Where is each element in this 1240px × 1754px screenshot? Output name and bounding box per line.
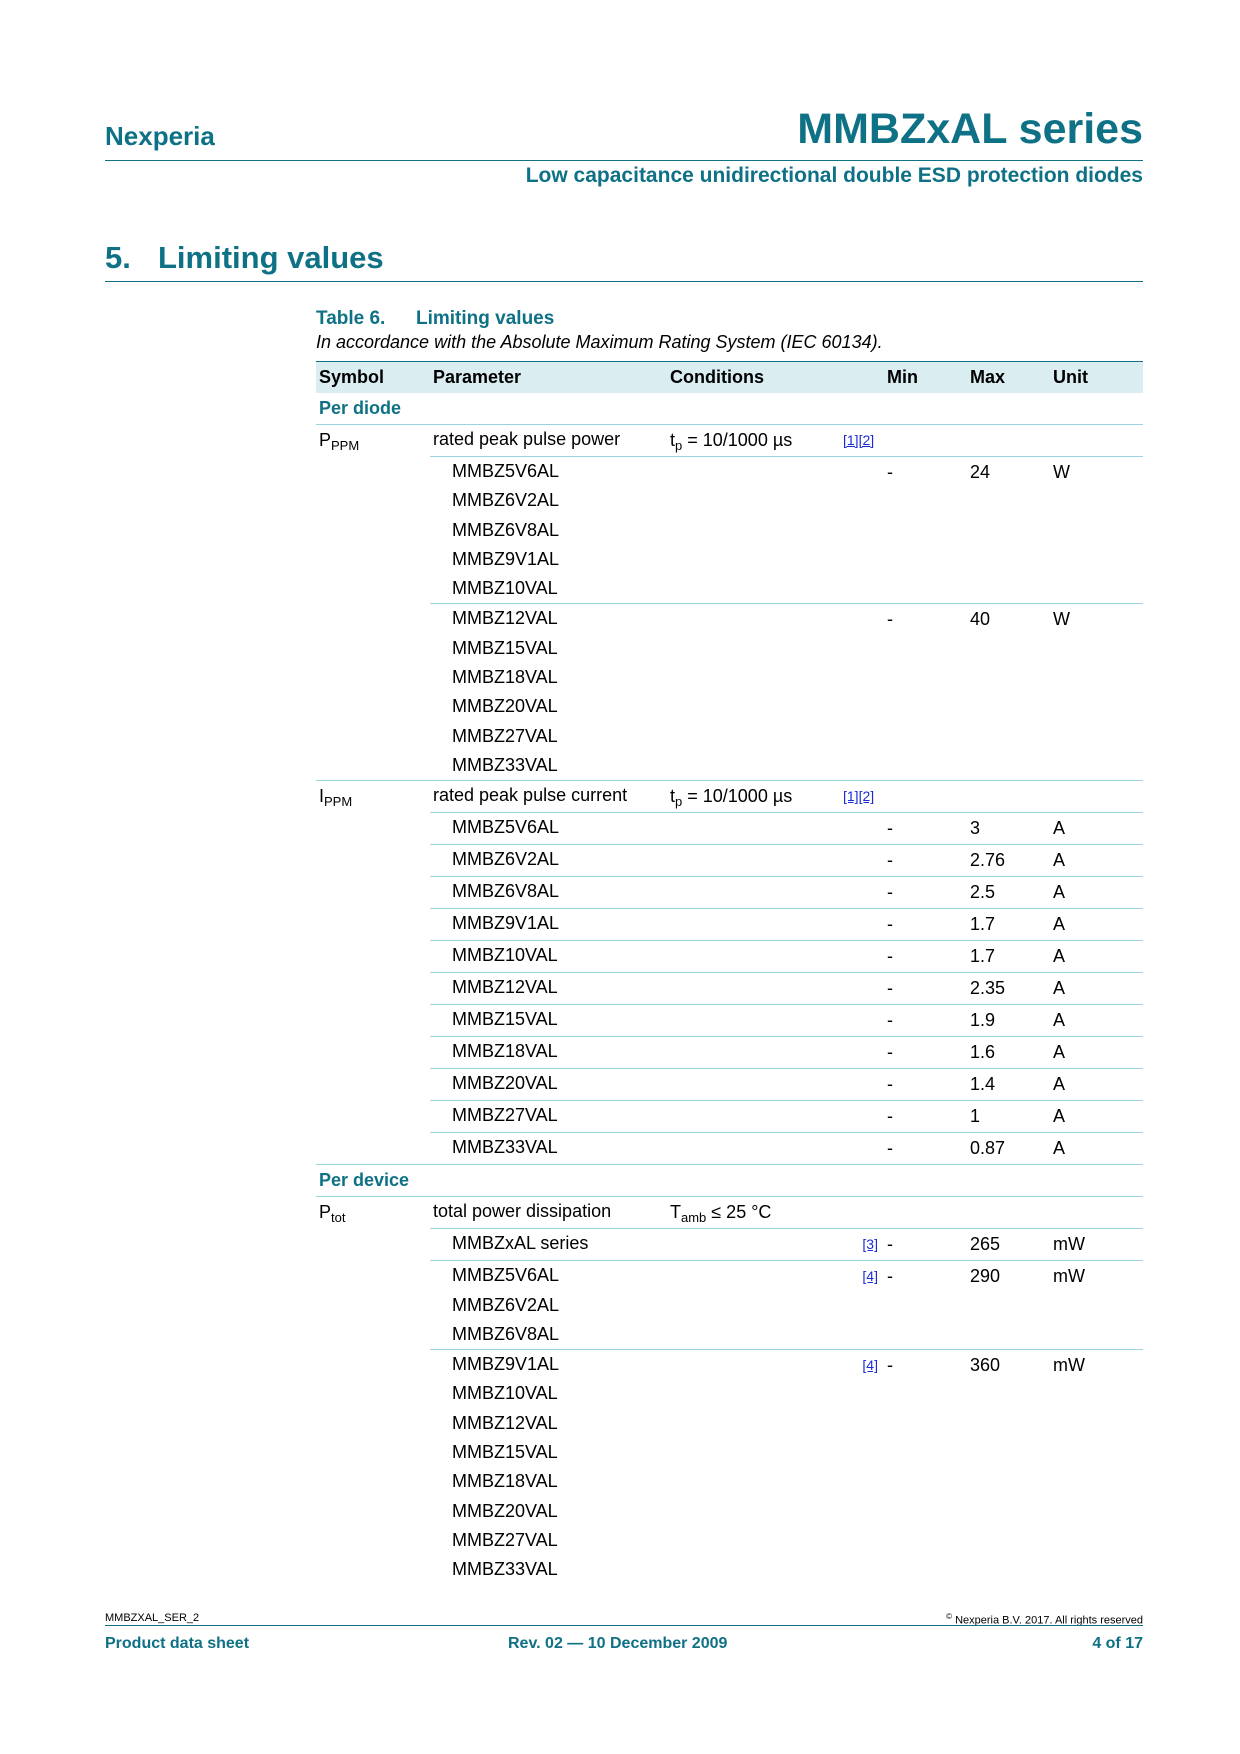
section-number: 5. bbox=[105, 240, 131, 275]
parameter-cell: rated peak pulse power bbox=[430, 425, 667, 457]
column-header-max: Max bbox=[967, 362, 1050, 394]
column-header-parameter: Parameter bbox=[430, 362, 667, 394]
section-title: Limiting values bbox=[158, 240, 384, 275]
conditions-cell: $t_p = 10/1000$ µs bbox=[667, 781, 840, 813]
symbol-cell: $I_{PPM}$ bbox=[316, 781, 430, 1165]
table-row bbox=[316, 457, 1143, 604]
column-header-unit: Unit bbox=[1050, 362, 1143, 394]
max-cell: 40 bbox=[967, 604, 1050, 781]
unit-cell: W bbox=[1050, 604, 1143, 781]
table-row bbox=[316, 604, 1143, 781]
table-row: MMBZ15VAL - 1.9 A bbox=[316, 1005, 1143, 1037]
min-cell: - bbox=[884, 604, 967, 781]
parameter-cell: MMBZ12VAL MMBZ15VAL MMBZ18VAL MMBZ20VAL MMBZ27VAL MMBZ33VAL bbox=[430, 604, 667, 781]
footnote-link[interactable]: [3] bbox=[862, 1236, 878, 1253]
notes-cell bbox=[840, 781, 884, 813]
column-header-conditions: Conditions bbox=[667, 362, 840, 394]
conditions-cell: $T_{amb} \le 25$ °C bbox=[667, 1197, 840, 1229]
parameter-cell: total power dissipation bbox=[430, 1197, 667, 1229]
symbol-cell: $P_{PPM}$ bbox=[316, 425, 430, 781]
parameter-cell: MMBZ5V6AL MMBZ6V2AL MMBZ6V8AL MMBZ9V1AL MMBZ10VAL bbox=[430, 457, 667, 604]
document-title: MMBZxAL series bbox=[797, 105, 1143, 153]
footer-document-id: MMBZXAL_SER_2 bbox=[105, 1612, 200, 1624]
footer-divider bbox=[105, 1625, 1143, 1626]
table-row: MMBZ6V8AL - 2.5 A bbox=[316, 877, 1143, 909]
group-label-per-device: Per device bbox=[316, 1165, 1143, 1197]
column-header-notes bbox=[840, 362, 884, 394]
group-row bbox=[316, 1165, 1143, 1197]
min-cell: - bbox=[884, 457, 967, 604]
unit-cell: W bbox=[1050, 457, 1143, 604]
table-row bbox=[316, 781, 1143, 813]
brand-name: Nexperia bbox=[105, 121, 215, 151]
table-caption-label: Table 6. bbox=[316, 308, 386, 329]
footnote-link[interactable]: [4] bbox=[862, 1268, 878, 1285]
table-caption-title: Limiting values bbox=[416, 308, 555, 329]
conditions-cell: $t_p = 10/1000$ µs bbox=[667, 425, 840, 457]
table-row: MMBZ20VAL - 1.4 A bbox=[316, 1069, 1143, 1101]
table-row: MMBZ33VAL - 0.87 A bbox=[316, 1133, 1143, 1165]
footnote-link[interactable]: [1][2] bbox=[843, 432, 875, 448]
max-cell: 24 bbox=[967, 457, 1050, 604]
notes-cell bbox=[840, 425, 884, 457]
table-row bbox=[316, 1197, 1143, 1229]
section-heading bbox=[105, 240, 384, 276]
document-subtitle: Low capacitance unidirectional double ESD protection diodes bbox=[525, 164, 1143, 187]
footnote-link[interactable]: [4] bbox=[862, 1357, 878, 1374]
column-header-symbol: Symbol bbox=[316, 362, 430, 394]
table-caption-note: In accordance with the Absolute Maximum Rating System (IEC 60134). bbox=[316, 332, 883, 352]
table-header-row bbox=[316, 362, 1143, 394]
group-label-per-diode: Per diode bbox=[319, 398, 402, 418]
table-row: MMBZ9V1AL MMBZ10VAL MMBZ12VAL MMBZ15VAL MMBZ18VAL MMBZ20VAL MMBZ27VAL MMBZ33VAL [4] - 360 mW bbox=[316, 1350, 1143, 1585]
table-row: MMBZ9V1AL - 1.7 A bbox=[316, 909, 1143, 941]
section-divider bbox=[105, 281, 1143, 282]
table-row bbox=[316, 425, 1143, 457]
table-row: MMBZ5V6AL - 3 A bbox=[316, 813, 1143, 845]
table-row: MMBZ12VAL - 2.35 A bbox=[316, 973, 1143, 1005]
table-row: MMBZ5V6AL MMBZ6V2AL MMBZ6V8AL [4] - 290 mW bbox=[316, 1261, 1143, 1350]
column-header-min: Min bbox=[884, 362, 967, 394]
group-row bbox=[316, 393, 1143, 425]
table-row: MMBZ18VAL - 1.6 A bbox=[316, 1037, 1143, 1069]
table-row: MMBZ27VAL - 1 A bbox=[316, 1101, 1143, 1133]
footer-copyright: © Nexperia B.V. 2017. All rights reserved bbox=[946, 1612, 1143, 1627]
table-caption bbox=[316, 308, 554, 330]
limiting-values-table bbox=[316, 361, 1143, 1585]
parameter-cell: rated peak pulse current bbox=[430, 781, 667, 813]
footer-revision: Rev. 02 — 10 December 2009 bbox=[508, 1635, 728, 1652]
table-row: MMBZxAL series [3] - 265 mW bbox=[316, 1229, 1143, 1261]
table-row: MMBZ10VAL - 1.7 A bbox=[316, 941, 1143, 973]
table-row: MMBZ6V2AL - 2.76 A bbox=[316, 845, 1143, 877]
footer-document-type: Product data sheet bbox=[105, 1635, 250, 1652]
footnote-link[interactable]: [1][2] bbox=[843, 788, 875, 805]
footer-page-number: 4 of 17 bbox=[1092, 1635, 1143, 1652]
header-divider bbox=[105, 160, 1143, 161]
symbol-cell: $P_{tot}$ bbox=[316, 1197, 430, 1585]
